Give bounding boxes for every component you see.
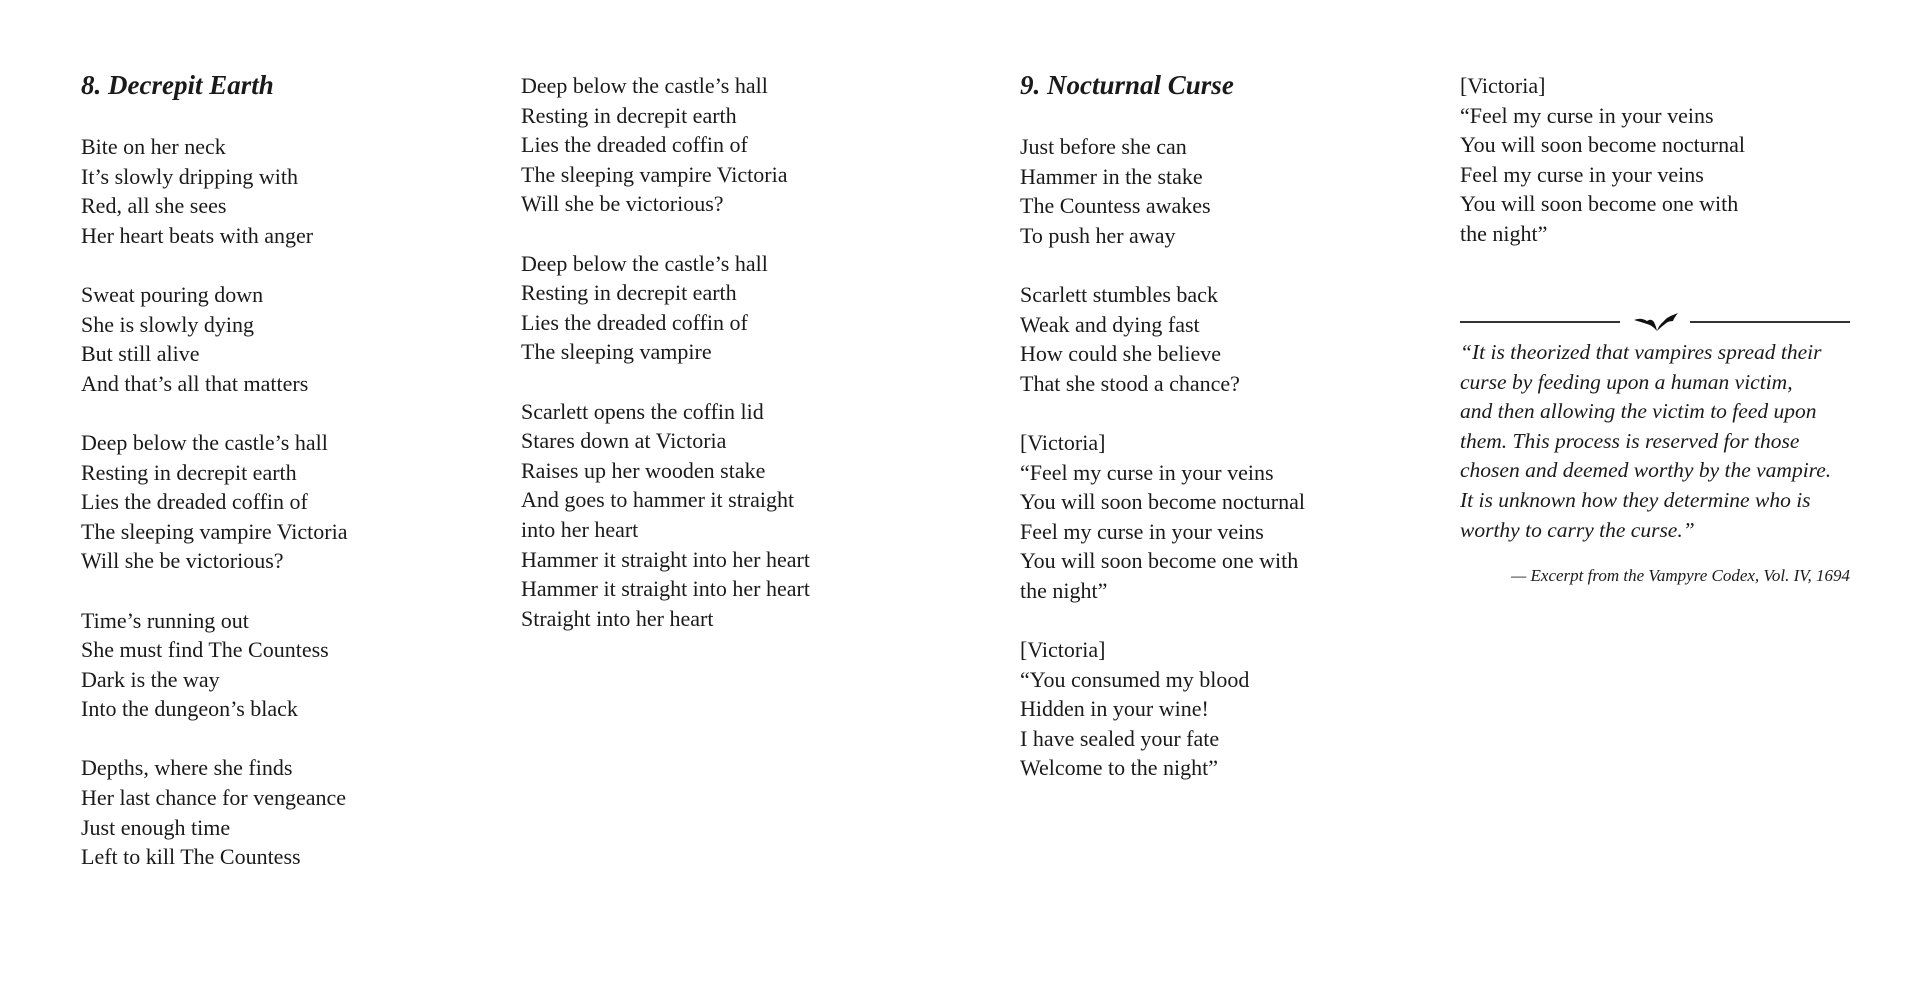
stanza [81,428,501,576]
lyric-line: [Victoria] [1020,429,1106,455]
quote-line: curse by feeding upon a human victim, [1460,369,1793,394]
lyric-line: Welcome to the night” [1020,755,1218,781]
lyric-line: Hidden in your wine! [1020,696,1209,722]
quote-line: “It is theorized that vampires spread their [1460,340,1822,364]
stanza [81,753,501,871]
lyric-line: the night” [1460,220,1548,246]
lyric-line: [Victoria] [1460,73,1546,98]
song-title: 8. Decrepit Earth [81,70,274,100]
lyric-line: It’s slowly dripping with [81,163,298,189]
quote-line: and then allowing the victim to feed upon [1460,399,1817,424]
lyric-line: Resting in decrepit earth [81,459,297,485]
song-8-column-1 [81,70,501,901]
codex-quote [1460,338,1860,545]
lyric-line: Lies the dreaded coffin of [521,309,748,335]
stanza [1020,428,1440,606]
lyric-line: Scarlett opens the coffin lid [521,398,764,424]
lyric-line: Will she be victorious? [81,548,284,574]
lyric-line: Stares down at Victoria [521,428,727,454]
lyric-line: Hammer in the stake [1020,163,1203,189]
song-title: 9. Nocturnal Curse [1020,70,1234,100]
divider-rule-right [1690,321,1850,323]
lyric-line: Straight into her heart [521,605,714,631]
stanza [81,280,501,398]
stanza [1460,71,1880,249]
lyric-line: How could she believe [1020,341,1221,367]
stanza [1020,635,1440,783]
song-8-column-2 [521,71,941,663]
song-9-column-2 [1460,71,1880,278]
lyric-line: Just enough time [81,814,231,840]
stanza [1020,132,1440,250]
lyric-line: She is slowly dying [81,311,254,337]
lyric-line: You will soon become one with [1460,191,1739,217]
divider-rule-left [1460,321,1620,323]
bat-divider [1460,312,1850,332]
lyric-line: Depths, where she finds [81,755,293,781]
lyric-line: Deep below the castle’s hall [81,429,328,455]
lyric-line: She must find The Countess [81,637,329,663]
lyric-line: Time’s running out [81,607,249,633]
stanza [81,132,501,250]
lyric-line: Weak and dying fast [1020,311,1200,337]
lyric-line: I have sealed your fate [1020,725,1220,751]
lyric-line: And that’s all that matters [81,370,309,396]
lyric-line: Deep below the castle’s hall [521,250,768,276]
lyric-line: into her heart [521,516,639,542]
lyric-line: Hammer it straight into her heart [521,576,810,602]
lyric-line: Raises up her wooden stake [521,457,766,483]
lyric-line: To push her away [1020,222,1176,248]
stanza [521,397,941,634]
lyric-line: Will she be victorious? [521,191,724,217]
song-9-column-1 [1020,70,1440,813]
lyric-line: “You consumed my blood [1020,666,1250,692]
lyric-line: Deep below the castle’s hall [521,73,768,98]
stanza [1020,280,1440,398]
lyric-line: The sleeping vampire [521,339,712,365]
lyric-line: “Feel my curse in your veins [1460,102,1714,128]
quote-line: worthy to carry the curse.” [1460,517,1695,542]
lyric-line: the night” [1020,577,1108,603]
lyric-line: The Countess awakes [1020,193,1211,219]
lyric-line: Feel my curse in your veins [1020,518,1264,544]
lyric-line: Dark is the way [81,666,220,692]
quote-source: — Excerpt from the Vampyre Codex, Vol. IV, 1694 [1511,566,1850,585]
quote-line: chosen and deemed worthy by the vampire. [1460,458,1832,483]
lyric-line: The sleeping vampire Victoria [81,518,348,544]
lyric-line: Feel my curse in your veins [1460,161,1704,187]
lyric-line: Bite on her neck [81,134,226,159]
lyric-line: You will soon become nocturnal [1460,132,1745,158]
stanza [521,71,941,219]
quote-line: them. This process is reserved for those [1460,428,1800,453]
lyric-line: Her last chance for vengeance [81,785,347,811]
lyric-line: Lies the dreaded coffin of [81,489,308,515]
lyric-line: You will soon become one with [1020,548,1299,574]
lyric-line: Sweat pouring down [81,281,264,307]
lyric-line: Left to kill The Countess [81,844,301,870]
quote-line: It is unknown how they determine who is [1460,487,1811,512]
lyric-line: Scarlett stumbles back [1020,281,1218,307]
lyric-line: [Victoria] [1020,637,1106,663]
lyric-line: Just before she can [1020,134,1187,159]
lyric-line: Resting in decrepit earth [521,102,737,128]
lyric-line: But still alive [81,341,200,367]
lyric-line: Red, all she sees [81,193,227,219]
lyric-line: “Feel my curse in your veins [1020,459,1274,485]
lyric-line: Into the dungeon’s black [81,696,298,722]
lyric-line: Lies the dreaded coffin of [521,132,748,158]
lyric-line: Resting in decrepit earth [521,280,737,306]
bat-icon [1633,312,1679,332]
stanza [521,249,941,367]
lyric-line: You will soon become nocturnal [1020,489,1305,515]
lyric-line: That she stood a chance? [1020,370,1240,396]
lyric-line: Hammer it straight into her heart [521,546,810,572]
lyric-line: Her heart beats with anger [81,222,314,248]
stanza [81,606,501,724]
lyric-line: The sleeping vampire Victoria [521,161,788,187]
lyric-line: And goes to hammer it straight [521,487,795,513]
